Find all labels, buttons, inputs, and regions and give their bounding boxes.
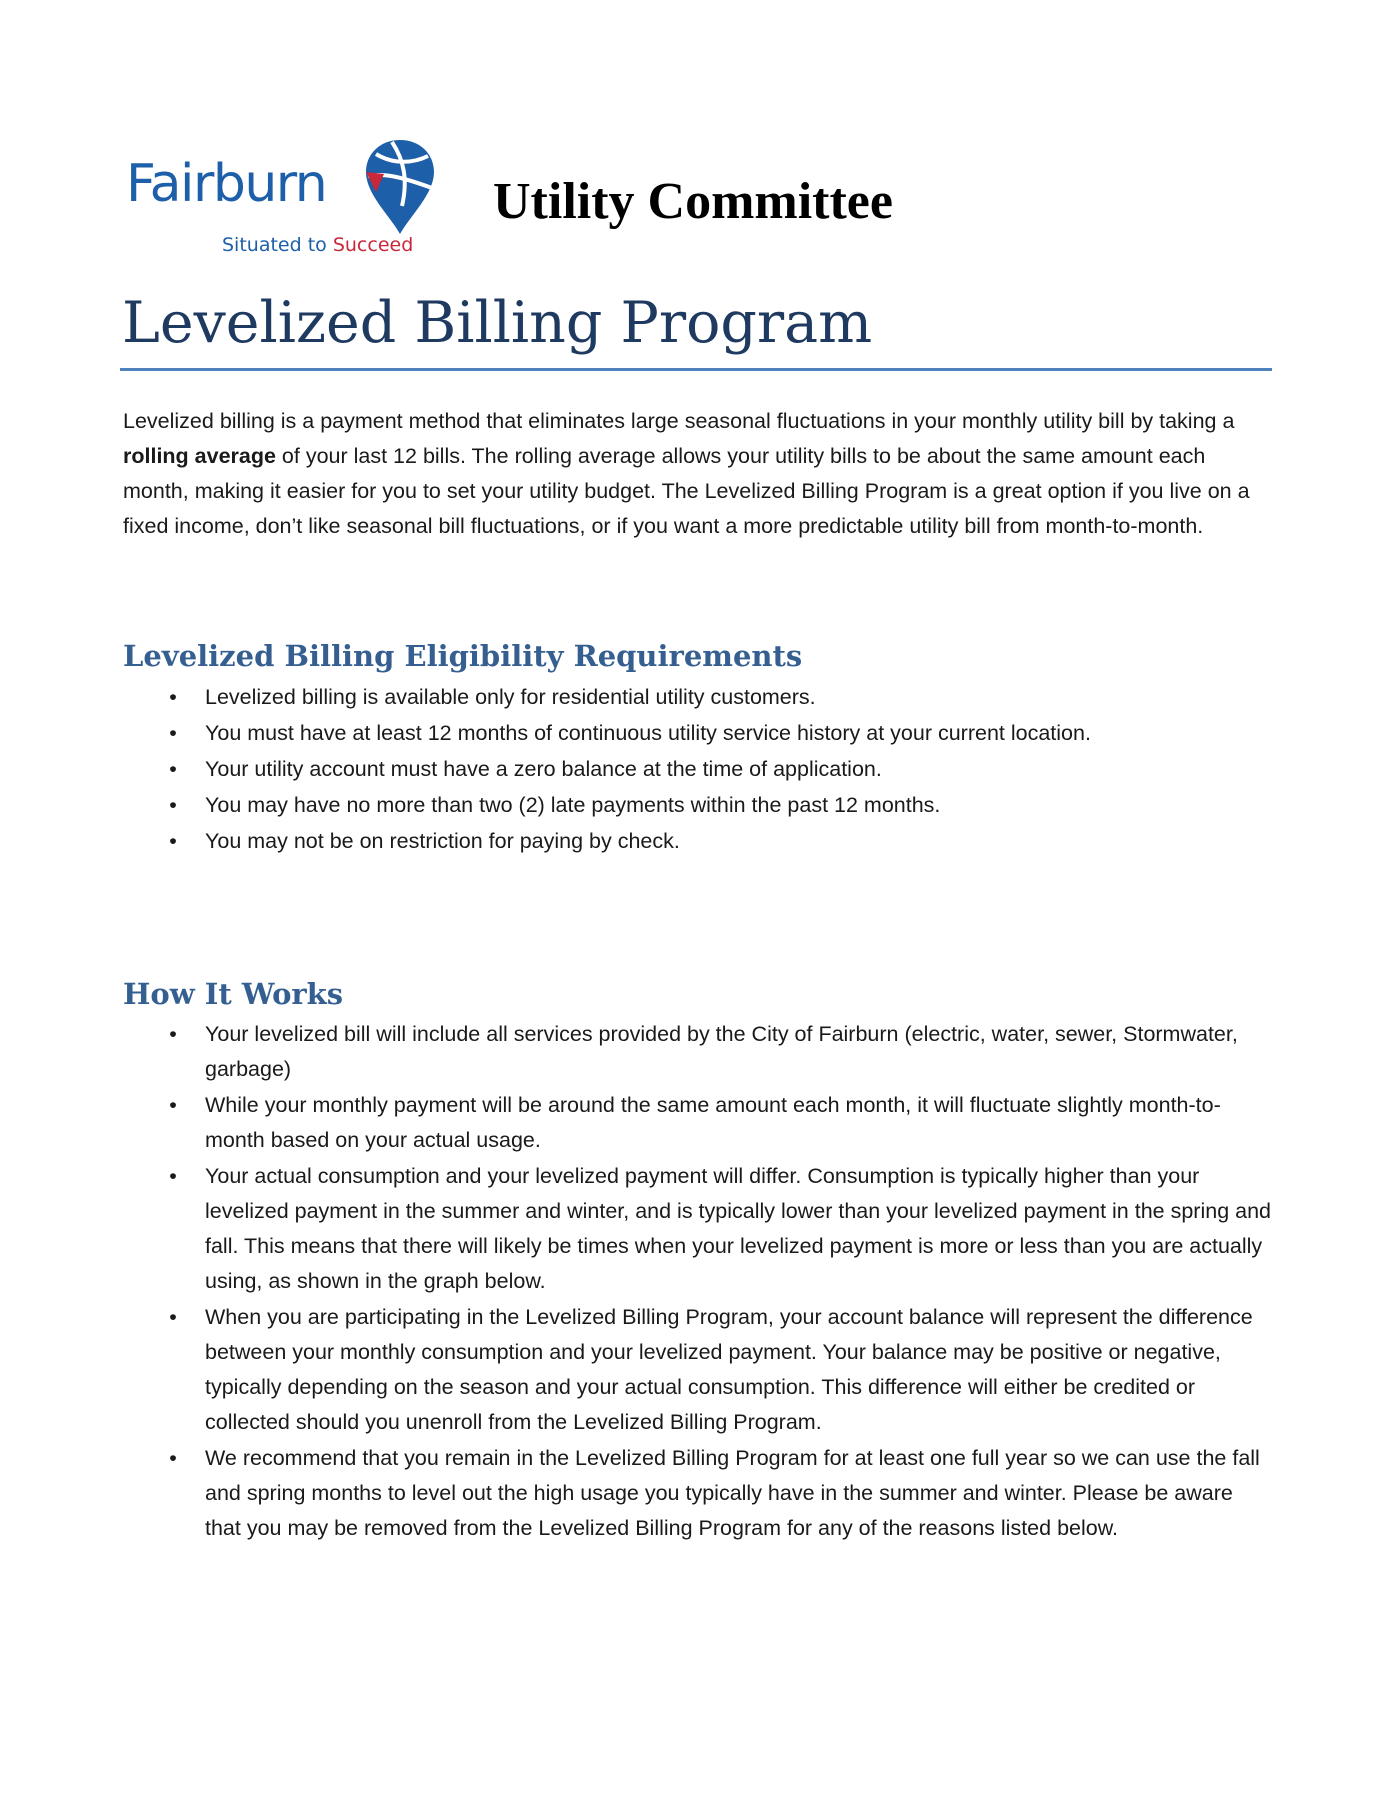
- bullet-icon: •: [169, 1164, 177, 1188]
- list-item: • Levelized billing is available only for residential utility customers.: [123, 680, 1273, 715]
- title-divider: [120, 368, 1272, 371]
- bullet-icon: •: [169, 1305, 177, 1329]
- list-item: • Your levelized bill will include all services provided by the City of Fairburn (electric, water, sewer, Stormwater, garbage): [123, 1017, 1273, 1087]
- bullet-icon: •: [169, 1022, 177, 1046]
- list-item: • You must have at least 12 months of continuous utility service history at your current location.: [123, 716, 1273, 751]
- bullet-icon: •: [169, 757, 177, 781]
- bullet-icon: •: [169, 685, 177, 709]
- bullet-icon: •: [169, 1093, 177, 1117]
- how-it-works-heading: How It Works: [123, 977, 344, 1011]
- how-it-works-list: [123, 1017, 1273, 1547]
- map-pin-icon: [362, 136, 438, 236]
- bullet-icon: •: [169, 793, 177, 817]
- list-item: • While your monthly payment will be around the same amount each month, it will fluctuate slightly month-to-month based on your actual usage.: [123, 1088, 1273, 1158]
- bullet-icon: •: [169, 829, 177, 853]
- eligibility-heading: Levelized Billing Eligibility Requirements: [123, 639, 803, 673]
- list-item: • Your actual consumption and your levelized payment will differ. Consumption is typically higher than your levelized payment in the summer and winter, and is typically lower than your levelized payment in the spring and fall. This means that there will likely be times when your levelized payment is more or less than you are actually using, as shown in the graph below.: [123, 1159, 1273, 1299]
- logo-tagline: Situated to Succeed: [222, 234, 414, 256]
- list-item: • When you are participating in the Levelized Billing Program, your account balance will represent the difference between your monthly consumption and your levelized payment. Your balance may be positive or negative, typically depending on the season and your actual consumption. This difference will either be credited or collected should you unenroll from the Levelized Billing Program.: [123, 1300, 1273, 1440]
- bullet-icon: •: [169, 1446, 177, 1470]
- intro-paragraph: Levelized billing is a payment method that eliminates large seasonal fluctuations in your monthly utility bill by taking a rolling average of your last 12 bills. The rolling average allows your utility bills to be about the same amount each month, making it easier for you to set your utility budget. The Levelized Billing Program is a great option if you live on a fixed income, don’t like seasonal bill fluctuations, or if you want a more predictable utility bill from month-to-month.: [123, 409, 1250, 538]
- fairburn-logo: [126, 136, 446, 262]
- list-item: • You may not be on restriction for paying by check.: [123, 824, 1273, 859]
- list-item: • Your utility account must have a zero balance at the time of application.: [123, 752, 1273, 787]
- list-item: • You may have no more than two (2) late payments within the past 12 months.: [123, 788, 1273, 823]
- list-item: • We recommend that you remain in the Levelized Billing Program for at least one full year so we can use the fall and spring months to level out the high usage you typically have in the summer and winter. Please be aware that you may be removed from the Levelized Billing Program for any of the reasons listed below.: [123, 1441, 1273, 1546]
- bullet-icon: •: [169, 721, 177, 745]
- logo-wordmark: Fairburn: [126, 154, 327, 214]
- committee-title: Utility Committee: [493, 173, 893, 230]
- page-title: Levelized Billing Program: [122, 290, 873, 356]
- eligibility-list: [123, 680, 1273, 860]
- intro-emphasis: rolling average: [123, 444, 276, 468]
